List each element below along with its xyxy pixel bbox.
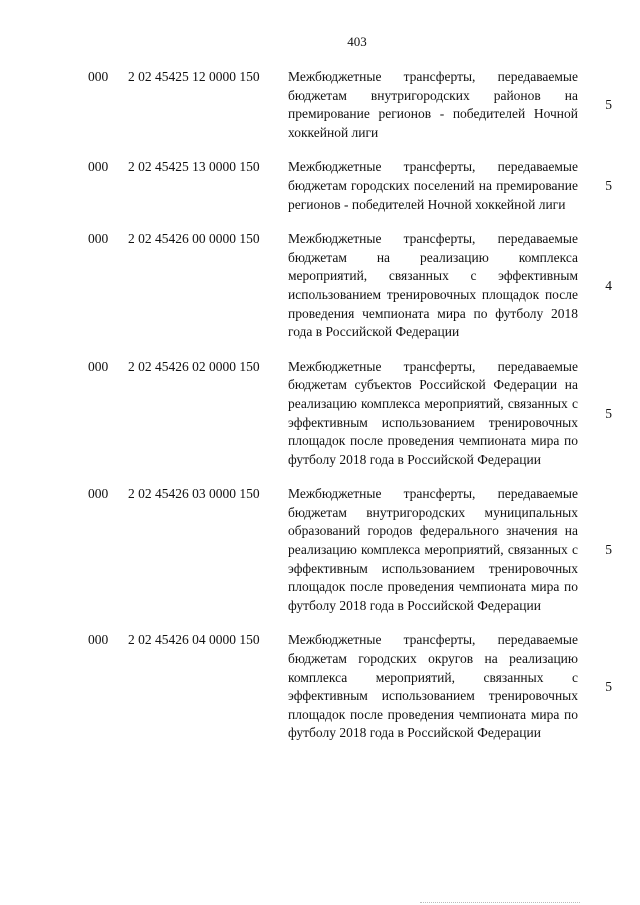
revenue-description: Межбюджетные трансферты, передаваемые бюджетам городских округов на реализацию комплекса мероприятий, связанных с эффективным использованием тренировочных площадок после проведения чемпионата мира по футболу 2018 года в Российской Федерации [288,632,578,741]
table-row [88,158,618,214]
revenue-description: Межбюджетные трансферты, передаваемые бюджетам на реализацию комплекса мероприятий, связанных с эффективным использованием тренировочных площадок после проведения чемпионата мира по футболу 2018 года в Российской Федерации [288,231,578,340]
admin-code: 000 [88,358,109,374]
amount-value: 5 [605,405,612,421]
revenue-description: Межбюджетные трансферты, передаваемые бюджетам городских поселений на премирование регионов - победителей Ночной хоккейной лиги [288,159,578,212]
classification-code: 2 02 45426 02 0000 150 [128,358,260,374]
amount-value: 5 [605,178,612,194]
table-row [88,631,618,743]
revenue-description: Межбюджетные трансферты, передаваемые бюджетам внутригородских районов на премирование регионов - победителей Ночной хоккейной лиги [288,69,578,140]
page-number: 403 [347,34,367,49]
classification-code: 2 02 45425 12 0000 150 [128,69,260,84]
amount-value: 4 [605,277,612,293]
table-row [88,230,618,342]
admin-code: 000 [88,159,109,175]
revenue-description: Межбюджетные трансферты, передаваемые бюджетам внутригородских муниципальных образований городов федерального значения на реализацию комплекса мероприятий, связанных с эффективным использованием тренировочных площадок после проведения чемпионата мира по футболу 2018 года в Российской Федерации [288,486,578,613]
admin-code: 000 [88,486,109,502]
admin-code: 000 [88,69,109,84]
amount-value: 5 [605,97,612,113]
budget-classification-table [88,68,618,759]
revenue-description: Межбюджетные трансферты, передаваемые бюджетам субъектов Российской Федерации на реализацию комплекса мероприятий, связанных с эффективным использованием тренировочных площадок после проведения чемпионата мира по футболу 2018 года в Российской Федерации [288,358,578,467]
scan-artifact [420,899,580,903]
admin-code: 000 [88,632,109,648]
admin-code: 000 [88,231,109,247]
amount-value: 5 [605,679,612,695]
classification-code: 2 02 45425 13 0000 150 [128,159,260,175]
classification-code: 2 02 45426 03 0000 150 [128,486,260,502]
amount-value: 5 [605,542,612,558]
table-row [88,485,618,615]
table-row [88,68,618,142]
classification-code: 2 02 45426 00 0000 150 [128,231,260,247]
table-row [88,358,618,470]
classification-code: 2 02 45426 04 0000 150 [128,632,260,648]
